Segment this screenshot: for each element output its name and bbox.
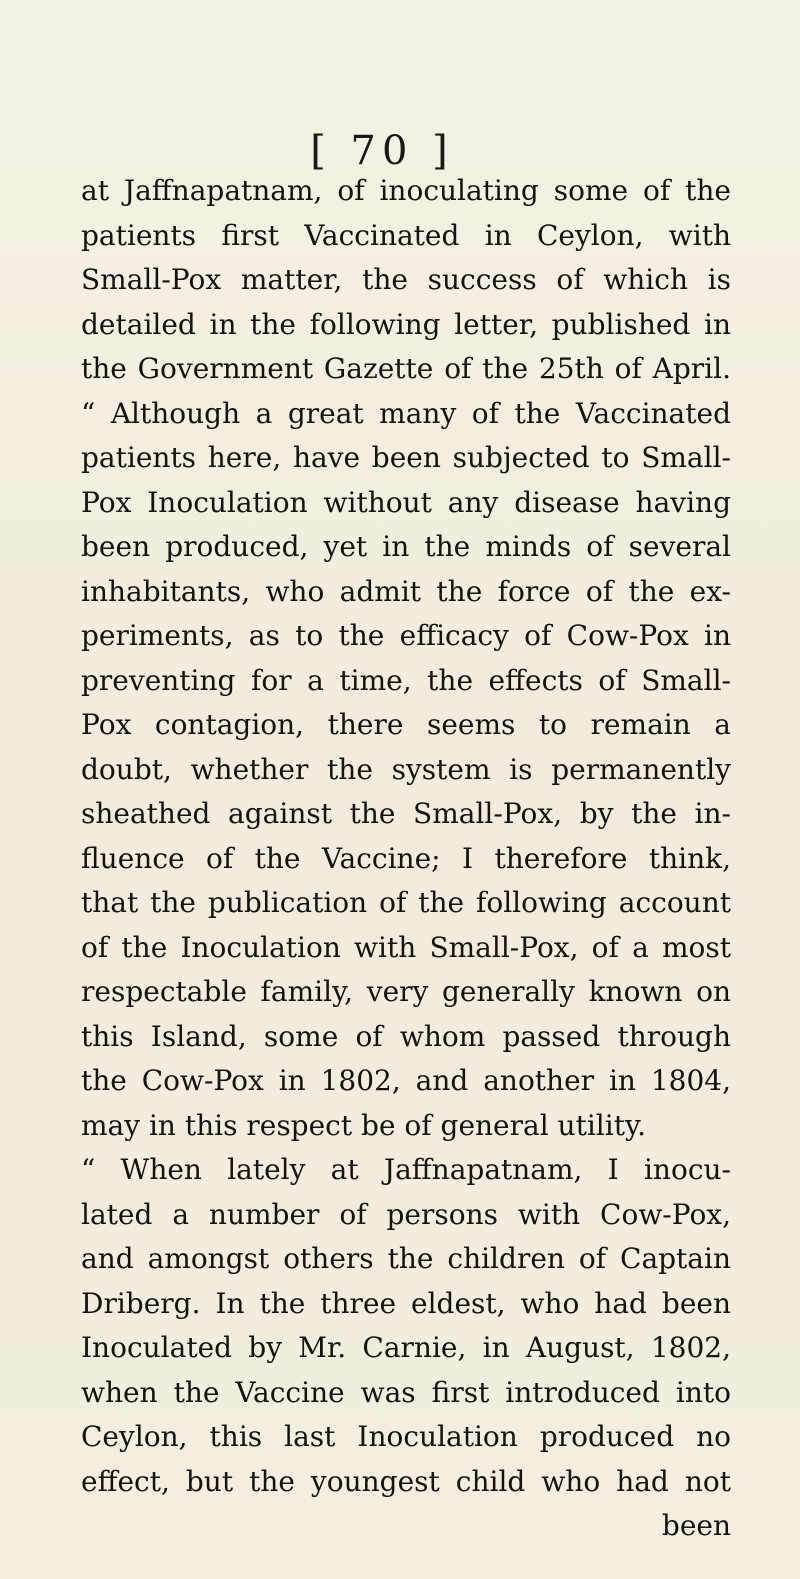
text-line: doubt, whether the system is permanently	[81, 752, 731, 786]
text-line: been produced, yet in the minds of several	[81, 530, 731, 563]
text-line: effect, but the youngest child who had not	[81, 1464, 731, 1498]
catchword: been	[661, 1509, 731, 1542]
text-line: Small-Pox matter, the success of which is	[81, 263, 731, 296]
page-number: [ 70 ]	[310, 128, 454, 174]
text-line: periments, as to the efficacy of Cow-Pox in	[81, 619, 731, 652]
text-line: Pox Inoculation without any disease having	[81, 485, 731, 519]
text-line: when the Vaccine was first introduced into	[81, 1375, 731, 1409]
text-line: the Government Gazette of the 25th of April.	[81, 352, 731, 385]
text-line: the Cow-Pox in 1802, and another in 1804,	[81, 1064, 731, 1097]
text-line: that the publication of the following account	[81, 886, 731, 919]
text-line: detailed in the following letter, published in	[81, 307, 731, 341]
text-line: and amongst others the children of Captain	[81, 1242, 731, 1275]
text-line: this Island, some of whom passed through	[81, 1019, 731, 1053]
text-line: Driberg. In the three eldest, who had been	[81, 1286, 731, 1320]
text-line: “ Although a great many of the Vaccinated	[81, 396, 731, 430]
text-line: inhabitants, who admit the force of the ex-	[81, 574, 731, 608]
text-line: fluence of the Vaccine; I therefore think,	[81, 841, 731, 875]
text-line: patients here, have been subjected to Small-	[81, 441, 731, 474]
text-line: Inoculated by Mr. Carnie, in August, 1802,	[81, 1331, 731, 1364]
text-line: sheathed against the Small-Pox, by the in-	[81, 797, 731, 830]
text-line: at Jaffnapatnam, of inoculating some of the	[81, 174, 731, 207]
text-line: Ceylon, this last Inoculation produced no	[81, 1420, 731, 1453]
text-line: respectable family, very generally known on	[81, 975, 731, 1008]
text-line: Pox contagion, there seems to remain a	[81, 708, 731, 741]
text-line: “ When lately at Jaffnapatnam, I inocu-	[81, 1153, 731, 1186]
text-line: may in this respect be of general utility.	[81, 1108, 646, 1142]
text-line: preventing for a time, the effects of Small-	[81, 663, 731, 697]
body-text	[81, 169, 731, 1549]
text-line: of the Inoculation with Small-Pox, of a most	[81, 930, 731, 964]
text-line: lated a number of persons with Cow-Pox,	[81, 1197, 731, 1231]
text-line: patients first Vaccinated in Ceylon, with	[81, 218, 731, 252]
